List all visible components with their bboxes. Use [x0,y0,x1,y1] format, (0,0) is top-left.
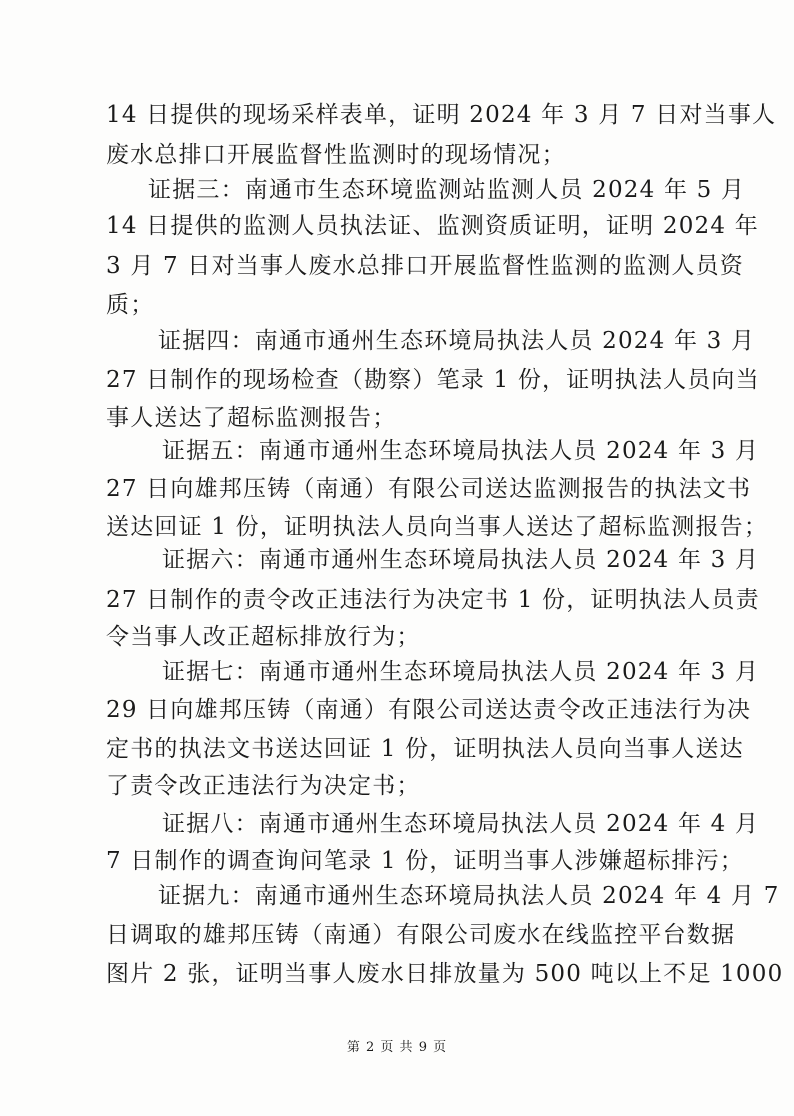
evidence-6-line: 证据六：南通市通州生态环境局执法人员 2024 年 3 月 [162,547,760,573]
body-line: 定书的执法文书送达回证 1 份，证明执法人员向当事人送达 [106,736,744,762]
body-line: 14 日提供的现场采样表单，证明 2024 年 3 月 7 日对当事人 [106,102,777,128]
evidence-9-line: 证据九：南通市通州生态环境局执法人员 2024 年 4 月 7 [158,883,780,909]
body-line: 27 日制作的责令改正违法行为决定书 1 份，证明执法人员责 [106,587,760,613]
body-line: 送达回证 1 份，证明执法人员向当事人送达了超标监测报告； [106,514,769,540]
body-line: 废水总排口开展监督性监测时的现场情况； [106,142,566,168]
evidence-8-line: 证据八：南通市通州生态环境局执法人员 2024 年 4 月 [162,811,760,837]
body-line: 事人送达了超标监测报告； [106,405,397,431]
page-number-footer: 第 2 页 共 9 页 [346,1040,448,1055]
body-line: 14 日提供的监测人员执法证、监测资质证明，证明 2024 年 [106,213,759,239]
evidence-3-line: 证据三：南通市生态环境监测站监测人员 2024 年 5 月 [148,177,746,203]
body-line: 29 日向雄邦压铸（南通）有限公司送达责令改正违法行为决 [106,697,752,723]
body-line: 27 日向雄邦压铸（南通）有限公司送达监测报告的执法文书 [106,476,752,502]
body-line: 日调取的雄邦压铸（南通）有限公司废水在线监控平台数据 [106,922,736,948]
evidence-7-line: 证据七：南通市通州生态环境局执法人员 2024 年 3 月 [162,659,760,685]
body-line: 27 日制作的现场检查（勘察）笔录 1 份，证明执法人员向当 [106,367,760,393]
body-line: 图片 2 张，证明当事人废水日排放量为 500 吨以上不足 1000 [106,961,784,987]
body-line: 7 日制作的调查询问笔录 1 份，证明当事人涉嫌超标排污； [106,848,744,874]
body-line: 3 月 7 日对当事人废水总排口开展监督性监测的监测人员资 [106,253,744,279]
body-line: 令当事人改正超标排放行为； [106,624,421,650]
evidence-5-line: 证据五：南通市通州生态环境局执法人员 2024 年 3 月 [162,438,760,464]
evidence-4-line: 证据四：南通市通州生态环境局执法人员 2024 年 3 月 [158,328,756,354]
body-line: 质； [106,292,155,318]
body-line: 了责令改正违法行为决定书； [106,773,421,799]
